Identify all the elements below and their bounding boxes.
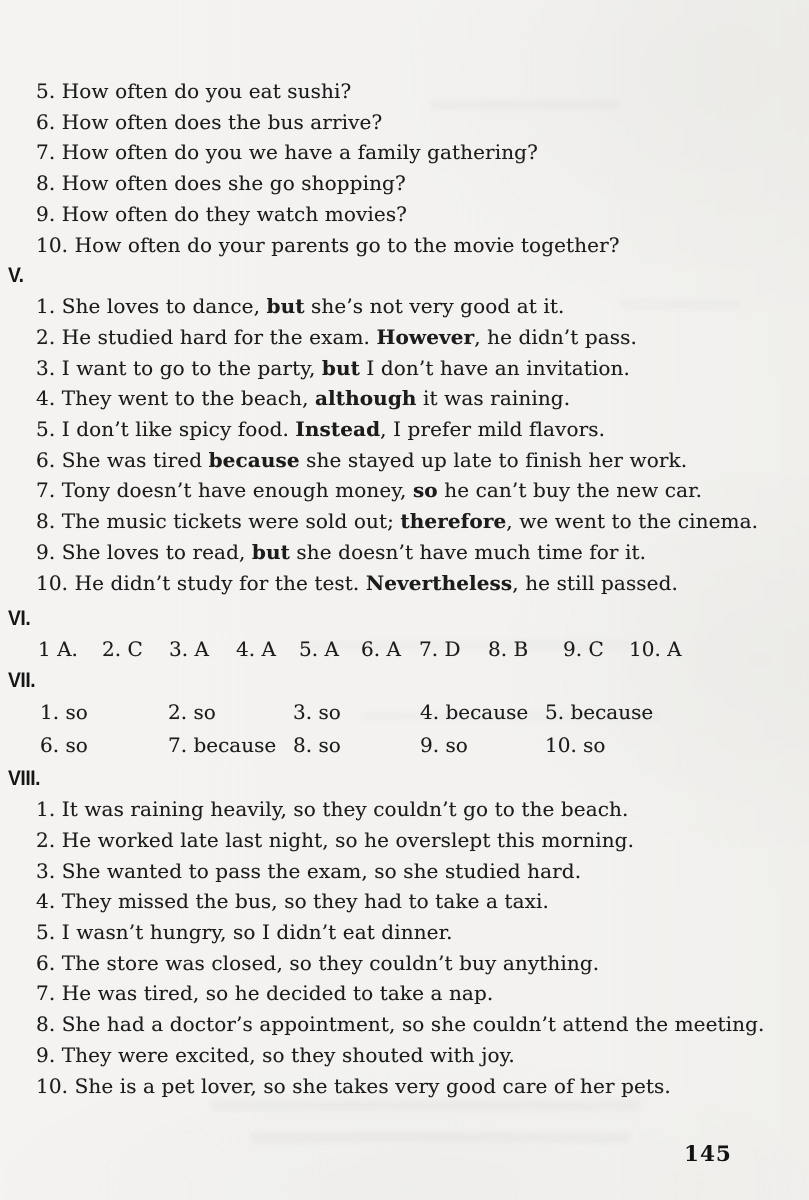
answer-item: 1 A. [38,637,78,662]
section-heading-v: V. [8,264,24,288]
page-number: 145 [684,1142,732,1167]
list-item: 1. It was raining heavily, so they couldn’t go to the beach. [36,797,629,822]
answer-item: 2. C [102,637,143,662]
list-item: 9. They were excited, so they shouted with joy. [36,1042,515,1067]
answer-item: 7. D [419,637,461,662]
list-item: 1. She loves to dance, but she’s not very good at it. [36,294,565,319]
answer-item: 3. so [293,700,341,725]
list-item: 8. The music tickets were sold out; therefore, we went to the cinema. [36,509,759,534]
list-item: 5. How often do you eat sushi? [36,79,352,103]
answer-item: 5. because [545,700,654,725]
list-item: 8. She had a doctor’s appointment, so she couldn’t attend the meeting. [36,1012,765,1037]
list-item: 8. How often does she go shopping? [36,171,406,196]
answer-item: 4. A [236,637,276,662]
answer-item: 3. A [169,637,209,662]
list-item: 2. He studied hard for the exam. However, he didn’t pass. [36,324,637,349]
page-content [0,76,809,1101]
answer-item: 9. C [563,637,604,662]
answer-item: 4. because [420,700,529,725]
list-item: 3. I want to go to the party, but I don’t have an invitation. [36,355,630,380]
list-item: 3. She wanted to pass the exam, so she studied hard. [36,858,582,883]
list-item: 5. I don’t like spicy food. Instead, I prefer mild flavors. [36,417,606,442]
answer-item: 6. A [361,637,401,662]
section-viii-list [0,794,809,1101]
list-item: 2. He worked late last night, so he overslept this morning. [36,827,635,852]
section-vii-answers [40,696,809,761]
answer-item: 8. B [488,637,529,662]
answer-item: 10. A [629,637,682,662]
answer-item: 6. so [40,732,88,757]
answer-item: 5. A [299,637,339,662]
section-iv-list [0,76,809,260]
section-vi-answers [38,634,809,665]
list-item: 9. How often do they watch movies? [36,201,408,226]
answer-item: 1. so [40,700,88,725]
list-item: 4. They went to the beach, although it was raining. [36,386,571,411]
bleed-through-artifact [250,1132,630,1143]
list-item: 9. She loves to read, but she doesn’t have much time for it. [36,539,647,564]
list-item: 6. She was tired because she stayed up late to finish her work. [36,447,688,472]
answer-item: 9. so [420,732,468,757]
answer-item: 8. so [293,732,341,757]
answer-item: 7. because [168,732,277,757]
section-heading-vi: VI. [8,607,31,631]
list-item: 6. The store was closed, so they couldn’t buy anything. [36,950,600,975]
answer-item: 10. so [545,732,606,757]
list-item: 4. They missed the bus, so they had to take a taxi. [36,889,549,914]
bleed-through-artifact [210,1100,640,1111]
section-heading-vii: VII. [8,669,36,693]
section-v-list [0,291,809,598]
list-item: 6. How often does the bus arrive? [36,109,383,134]
list-item: 10. He didn’t study for the test. Nevertheless, he still passed. [36,570,678,595]
list-item: 10. She is a pet lover, so she takes very good care of her pets. [36,1073,671,1098]
answer-item: 2. so [168,700,216,725]
list-item: 5. I wasn’t hungry, so I didn’t eat dinner. [36,920,453,945]
list-item: 7. He was tired, so he decided to take a nap. [36,981,494,1006]
list-item: 10. How often do your parents go to the movie together? [36,232,620,257]
section-heading-viii: VIII. [8,767,41,791]
list-item: 7. How often do you we have a family gathering? [36,140,538,165]
list-item: 7. Tony doesn’t have enough money, so he can’t buy the new car. [36,478,703,503]
